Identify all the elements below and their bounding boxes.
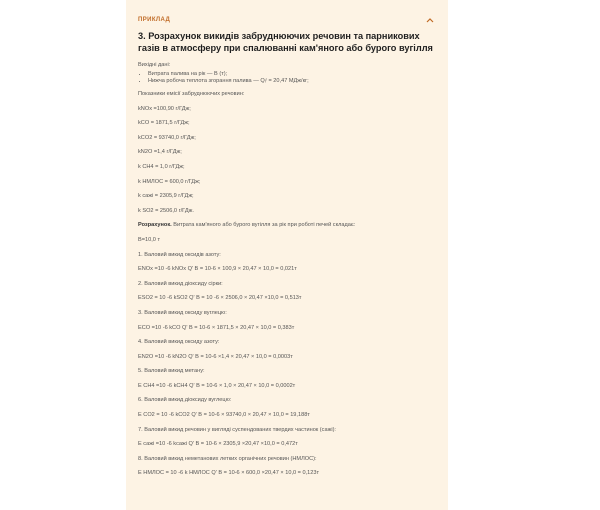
b-value: B=10,0 т xyxy=(138,236,161,243)
step-formula: E сажі =10 -6 kсажі Q' B = 10-6 × 2305,9 ×20,47 ×10,0 = 0,472т xyxy=(138,441,298,448)
card-body xyxy=(138,62,436,477)
k-value: kCO2 = 93740,0 г/ГДж; xyxy=(138,134,196,141)
step-formula: E НМЛОС = 10 -6 k НМЛОС Q' B = 10-6 × 600,0 ×20,47 × 10,0 = 0,123т xyxy=(138,470,320,477)
step-label: 7. Валовий викид речовин у вигляді суспендованих твердих частинок (сажі): xyxy=(138,426,336,433)
k-value: kN2O =1,4 г/ГДж; xyxy=(138,149,182,156)
k-value: k НМЛОС = 600,0 г/ГДж; xyxy=(138,178,201,185)
k-value: k сажі = 2305,9 г/ГДж; xyxy=(138,193,194,200)
step-label: 8. Валовий викид неметанових летких органічних речовин (НМЛОС): xyxy=(138,455,317,462)
step-formula: EN2O =10 -6 kN2O Q' B = 10-6 ×1,4 × 20,47 × 10,0 = 0,0003т xyxy=(138,353,293,360)
step-formula: E CH4 =10 -6 kCH4 Q' B = 10-6 × 1,0 × 20,47 × 10,0 = 0,0002т xyxy=(138,382,296,389)
example-card xyxy=(126,0,448,510)
k-value: k SO2 = 2506,0 г/ГДж. xyxy=(138,207,194,214)
step-label: 1. Валовий викид оксидів азоту: xyxy=(138,251,221,258)
card-title: 3. Розрахунок викидів забруднюючих речовин та парникових газів в атмосферу при спалюванні кам'яного або бурого вугілля xyxy=(138,31,433,53)
card-header xyxy=(138,14,436,26)
step-label: 3. Валовий викид оксиду вуглецю: xyxy=(138,309,227,316)
step-label: 5. Валовий викид метану: xyxy=(138,368,205,375)
k-value: k CH4 = 1,0 г/ГДж; xyxy=(138,163,185,170)
given-item: • Нижча робоча теплота згорання палива — Qᵢʳ = 20,47 МДж/кг; xyxy=(148,78,436,85)
step-formula: E CO2 = 10 -6 kCO2 Q' B = 10-6 × 93740,0 × 20,47 × 10,0 = 19,188т xyxy=(138,412,310,419)
step-label: 4. Валовий викид оксиду азоту: xyxy=(138,339,220,346)
k-value: kNOx =100,90 г/ГДж; xyxy=(138,105,191,112)
step-label: 6. Валовий викид діоксиду вуглецю: xyxy=(138,397,232,404)
step-formula: ENOx =10 -6 kNOx Q' B = 10-6 × 100,9 × 20,47 × 10,0 = 0,021т xyxy=(138,266,297,273)
calc-text: Витрата кам'яного або бурого вугілля за рік при роботі печей складає: xyxy=(171,222,356,229)
step-formula: ESO2 = 10 -6 kSO2 Q' B = 10 -6 × 2506,0 × 20,47 ×10,0 = 0,513т xyxy=(138,295,302,302)
calc-bold: Розрахунок. xyxy=(138,222,172,229)
k-value: kCO = 1871,5 г/ГДж; xyxy=(138,120,190,127)
step-label: 2. Валовий викид діоксиду сірки: xyxy=(138,280,223,287)
step-formula: ECO =10 -6 kCO Q' B = 10-6 × 1871,5 × 20,47 × 10,0 = 0,383т xyxy=(138,324,295,331)
given-item: • Витрата палива на рік — B (т); xyxy=(148,71,436,78)
given-label: Вихідні дані: xyxy=(138,62,171,68)
emission-label: Показники емісії забруднюючих речовин: xyxy=(138,91,245,97)
calc-intro xyxy=(138,222,436,229)
card-kicker: ПРИКЛАД xyxy=(138,17,171,23)
chevron-up-icon[interactable] xyxy=(424,14,436,26)
given-list xyxy=(138,71,436,85)
